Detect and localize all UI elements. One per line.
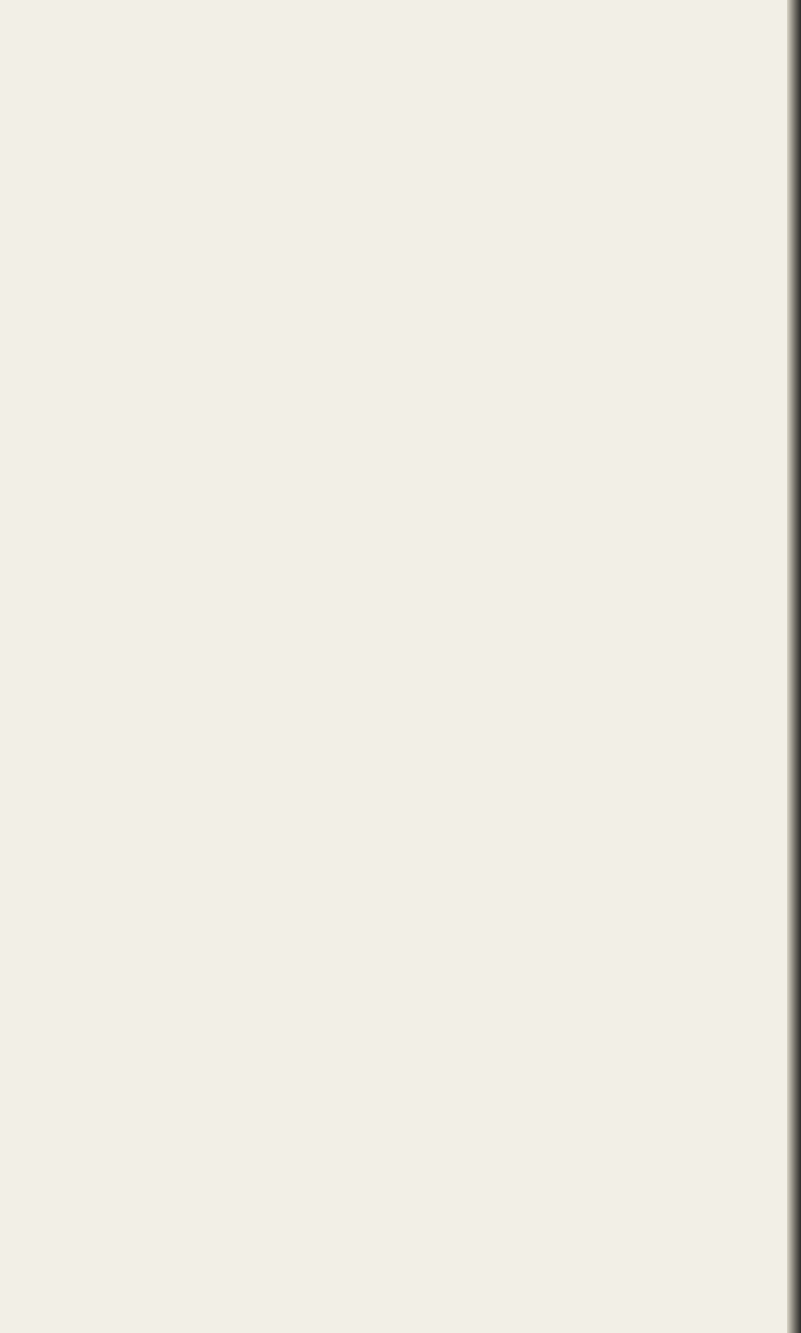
arsenic-table — [98, 125, 770, 1135]
page-edge-shadow — [787, 0, 801, 1333]
